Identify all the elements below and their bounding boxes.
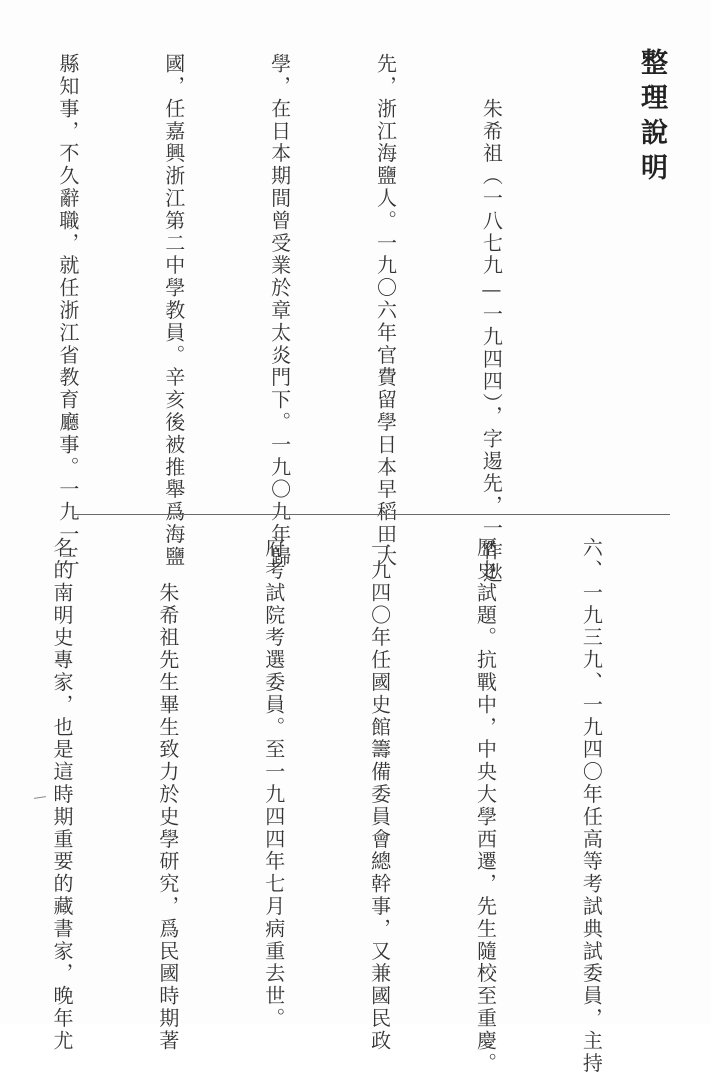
text-column: 朱希祖（一八七九—一九四四），字逷先，一作逖 [479, 53, 504, 585]
text-column: 學，在日本期間曾受業於章太炎門下。一九〇九年歸 [267, 53, 292, 569]
text-column: 歷史試題。抗戰中，中央大學西遷，先生隨校至重慶。 [473, 537, 498, 1075]
text-column: 先，浙江海鹽人。一九〇六年官費留學日本早稻田大 [373, 53, 398, 569]
text-column: 國，任嘉興浙江第二中學教員。辛亥後被推舉爲海鹽 [161, 53, 186, 569]
text-column: 府考試院考選委員。至一九四四年七月病重去世。 [261, 537, 286, 1030]
text-column: 名的南明史專家，也是這時期重要的藏書家，晚年尤 [49, 537, 74, 1053]
section-divider [74, 514, 670, 515]
top-text-block [0, 53, 579, 585]
text-column: 一九四〇年任國史館籌備委員會總幹事，又兼國民政 [367, 537, 392, 1053]
page-title: 整理說明 [636, 48, 667, 188]
text-column: 朱希祖先生畢生致力於史學研究，爲民國時期著 [155, 537, 180, 1053]
bottom-text-block [0, 537, 679, 1075]
text-column: 六、一九三九、一九四〇年任高等考試典試委員，主持 [579, 537, 604, 1075]
text-column: 縣知事，不久辭職，就任浙江省教育廳事。一九一三 [55, 53, 80, 569]
